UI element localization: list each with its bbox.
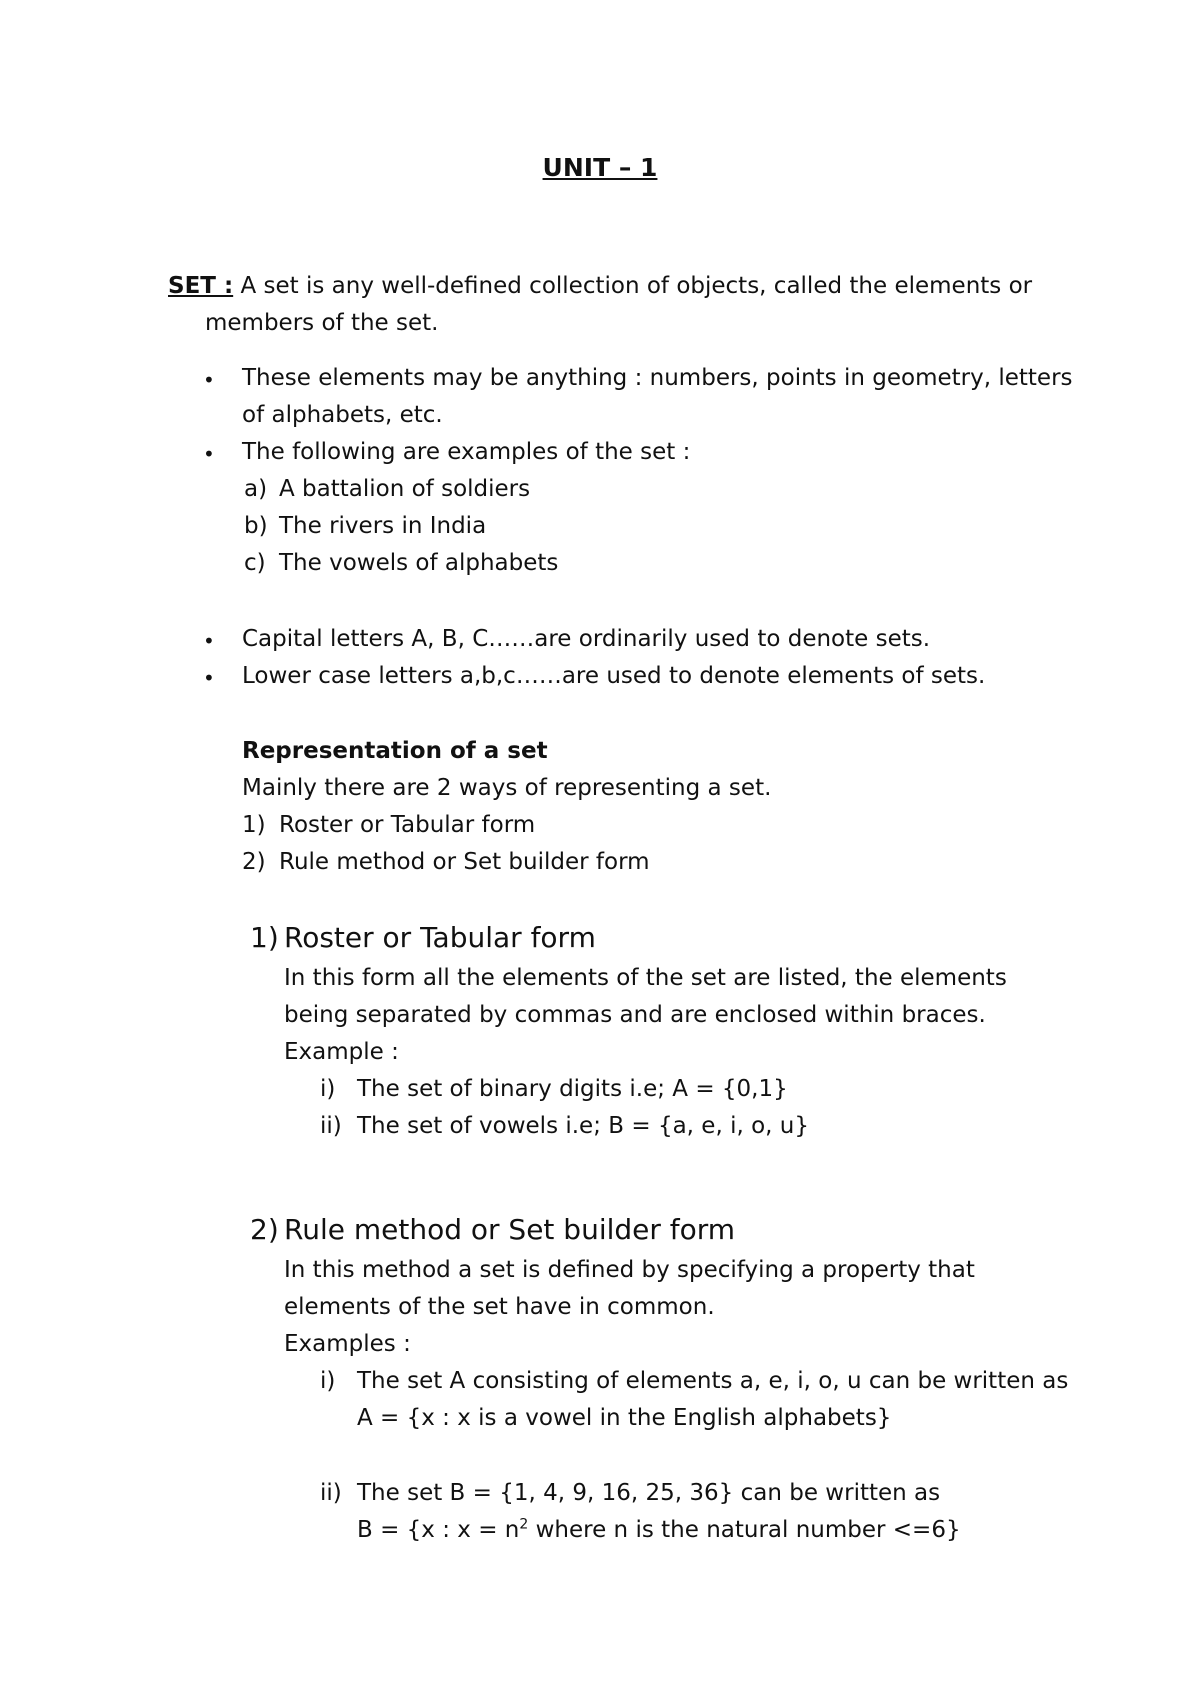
bullet-text: The following are examples of the set :: [242, 439, 691, 465]
list-item-continuation: A = {x : x is a vowel in the English alphabets}: [357, 1405, 892, 1431]
bullet-text-continuation: of alphabets, etc.: [242, 402, 443, 428]
bullet-dot: •: [203, 442, 215, 466]
paragraph-line: In this method a set is defined by specifying a property that: [284, 1257, 975, 1283]
example-label: Example :: [284, 1039, 399, 1065]
paragraph-line: In this form all the elements of the set are listed, the elements: [284, 965, 1007, 991]
set-definition-text: A set is any well-defined collection of objects, called the elements or: [233, 273, 1033, 299]
subsection-heading: Rule method or Set builder form: [284, 1213, 736, 1246]
bullet-text: These elements may be anything : numbers, points in geometry, letters: [242, 365, 1073, 391]
list-item: Roster or Tabular form: [279, 812, 536, 838]
bullet-text: Lower case letters a,b,c……are used to denote elements of sets.: [242, 663, 986, 689]
list-marker: ii): [320, 1480, 342, 1506]
subsection-heading: Roster or Tabular form: [284, 921, 596, 954]
list-marker: i): [320, 1368, 336, 1394]
list-item: The vowels of alphabets: [279, 550, 559, 576]
subsection-number: 1): [250, 921, 279, 954]
subsection-number: 2): [250, 1213, 279, 1246]
list-item: The set of binary digits i.e; A = {0,1}: [357, 1076, 788, 1102]
list-marker: c): [244, 550, 266, 576]
set-definition-continuation: members of the set.: [205, 310, 439, 336]
list-item: The set of vowels i.e; B = {a, e, i, o, u}: [357, 1113, 809, 1139]
list-item-continuation: [357, 1516, 961, 1543]
section-heading: Representation of a set: [242, 738, 548, 764]
formula-text: where n is the natural number <=6}: [528, 1517, 961, 1543]
list-marker: 2): [242, 849, 266, 875]
paragraph-line: being separated by commas and are enclosed within braces.: [284, 1002, 986, 1028]
list-marker: a): [244, 476, 268, 502]
list-item: The set B = {1, 4, 9, 16, 25, 36} can be written as: [357, 1480, 941, 1506]
bullet-dot: •: [203, 666, 215, 690]
section-intro: Mainly there are 2 ways of representing a set.: [242, 775, 772, 801]
set-definition-line: [168, 275, 1032, 298]
list-item: A battalion of soldiers: [279, 476, 531, 502]
list-item: The set A consisting of elements a, e, i, o, u can be written as: [357, 1368, 1069, 1394]
bullet-text: Capital letters A, B, C……are ordinarily used to denote sets.: [242, 626, 931, 652]
set-label: SET :: [168, 273, 234, 299]
superscript-exponent: 2: [519, 1516, 529, 1533]
list-item: The rivers in India: [279, 513, 487, 539]
list-marker: ii): [320, 1113, 342, 1139]
page-title: UNIT – 1: [542, 153, 658, 182]
example-label: Examples :: [284, 1331, 411, 1357]
list-marker: 1): [242, 812, 266, 838]
list-marker: i): [320, 1076, 336, 1102]
bullet-dot: •: [203, 368, 215, 392]
paragraph-line: elements of the set have in common.: [284, 1294, 715, 1320]
list-marker: b): [244, 513, 268, 539]
formula-text: B = {x : x = n: [357, 1517, 520, 1543]
list-item: Rule method or Set builder form: [279, 849, 650, 875]
bullet-dot: •: [203, 629, 215, 653]
